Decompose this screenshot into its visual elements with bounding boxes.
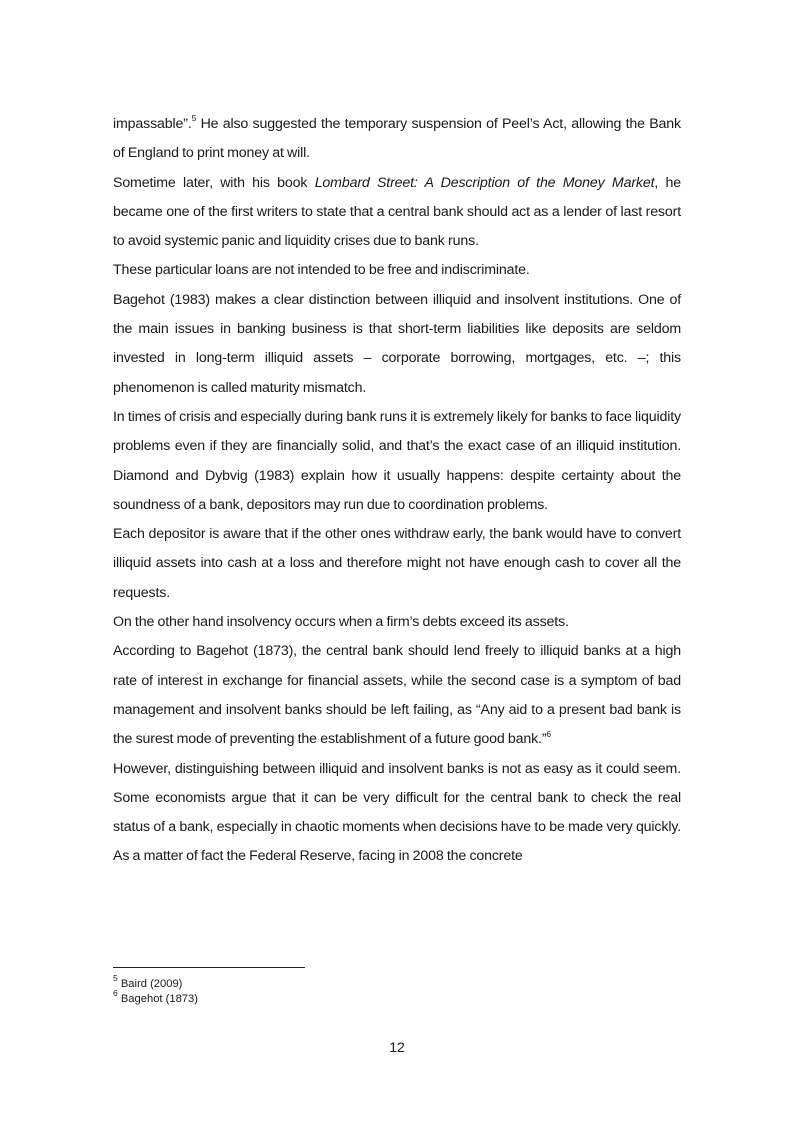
footnote-text: Bagehot (1873) [120, 993, 198, 1005]
footnotes [113, 973, 198, 1007]
book-title: Lombard Street: A Description of the Money Market [314, 174, 655, 191]
footnote-text: Baird (2009) [120, 978, 183, 990]
paragraph-8: According to Bagehot (1873), the central bank should lend freely to illiquid banks at a high rate of interest in exchange for financial assets, while the second case is a symptom of bad management and insolvent banks should be left failing, as “Any aid to a present bad bank is the surest mode of preventing the establishment of a future good bank.”$^6$ [113, 643, 681, 748]
footnote-ref-6[interactable]: 6 [546, 728, 551, 739]
paragraph-2: Sometime later, with his book Lombard Street: A Description of the Money Market, he became one of the first writers to state that a central bank should act as a lender of last resort to avoid systemic panic and liquidity crises due to bank runs. [113, 174, 681, 250]
footnote-ref-5[interactable]: 5 [191, 113, 197, 124]
paragraph-7: On the other hand insolvency occurs when a firm’s debts exceed its assets. [113, 614, 569, 631]
footnote-mark: 6 [113, 988, 118, 999]
footnote-5 [113, 973, 198, 992]
footnote-6 [113, 988, 198, 1007]
paragraph-6: Each depositor is aware that if the other ones withdraw early, the bank would have to convert illiquid assets into cash at a loss and therefore might not have enough cash to cover all the requests. [113, 526, 681, 601]
paragraph-9: However, distinguishing between illiquid and insolvent banks is not as easy as it could seem. Some economists argue that it can be very difficult for the central bank to check the real status of a bank, especially in chaotic moments when decisions have to be made very quickly. As a matter of fact the Federal Reserve, facing in 2008 the concrete [113, 760, 681, 865]
paragraph-3: These particular loans are not intended to be free and indiscriminate. [113, 262, 530, 279]
body-text [113, 110, 681, 872]
paragraph-5: In times of crisis and especially during bank runs it is extremely likely for banks to face liquidity problems even if they are financially solid, and that’s the exact case of an illiquid institution. Diamond and Dybvig (1983) explain how it usually happens: despite certainty about the soundness of a bank, depositors may run due to coordination problems. [113, 408, 681, 513]
footnote-mark: 5 [113, 973, 118, 984]
page-number: 12 [389, 1039, 405, 1055]
paragraph-4: Bagehot (1983) makes a clear distinction between illiquid and insolvent institutions. One of the main issues in banking business is that short-term liabilities like deposits are seldom invested in long-term illiquid assets – corporate borrowing, mortgages, etc. –; this phenomenon is called maturity mismatch. [113, 291, 681, 396]
footnote-separator [113, 967, 305, 968]
paragraph-1: impassable”.$^5$ He also suggested the temporary suspension of Peel’s Act, allowing the Bank of England to print money at will. [113, 113, 681, 162]
